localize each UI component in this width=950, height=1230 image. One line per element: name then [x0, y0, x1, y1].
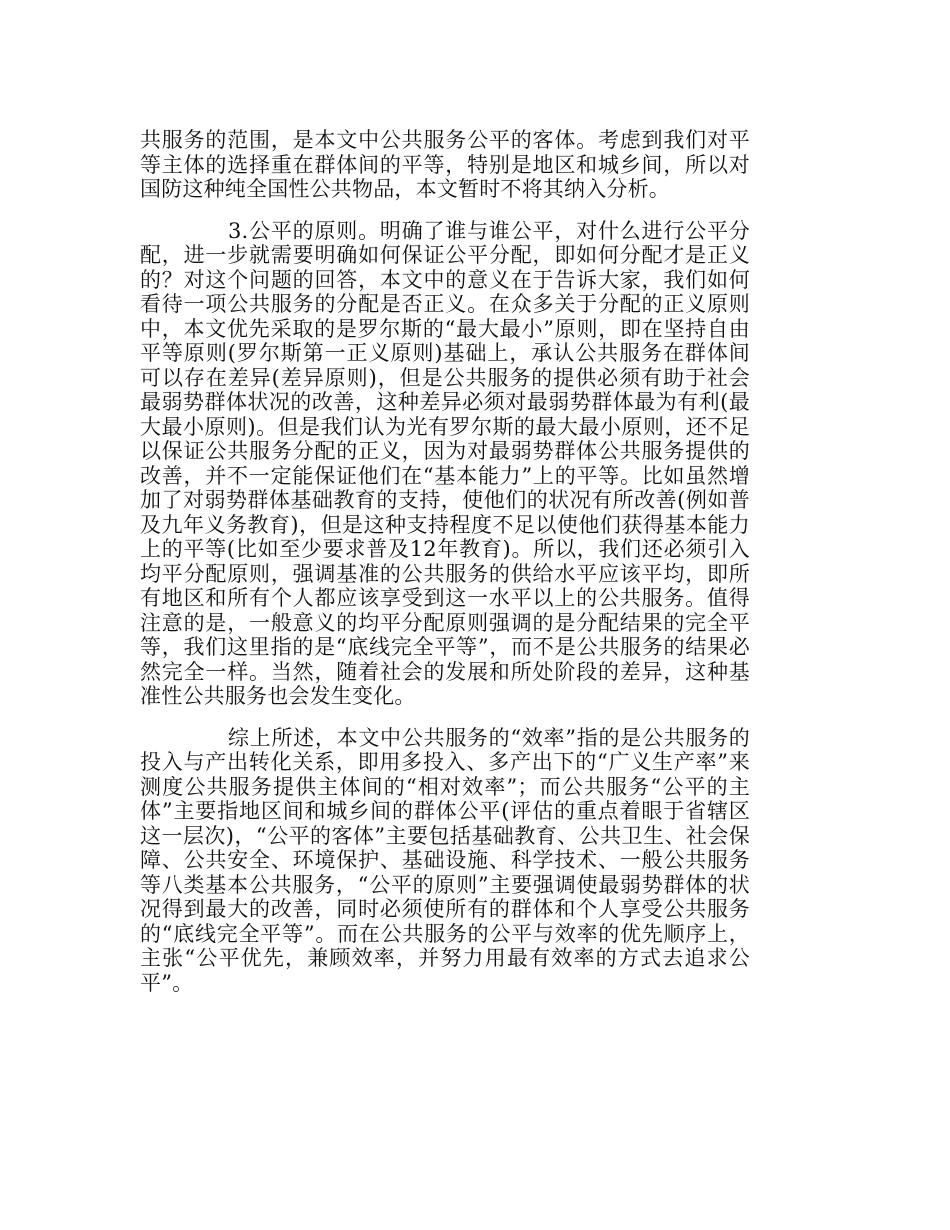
paragraph-continuation: 共服务的范围，是本文中公共服务公平的客体。考虑到我们对平等主体的选择重在群体间的平等，特别是地区和城乡间，所以对国防这种纯全国性公共物品，本文暂时不将其纳入分析。 [140, 128, 750, 201]
document-page [140, 128, 750, 1012]
paragraph-summary: 综上所述，本文中公共服务的“效率”指的是公共服务的投入与产出转化关系，即用多投入、多产出下的“广义生产率”来测度公共服务提供主体间的“相对效率”；而公共服务“公平的主体”主要指地区间和城乡间的群体公平(评估的重点着眼于省辖区这一层次)，“公平的客体”主要包括基础教育、公共卫生、社会保障、公共安全、环境保护、基础设施、科学技术、一般公共服务等八类基本公共服务，“公平的原则”主要强调使最弱势群体的状况得到最大的改善，同时必须使所有的群体和个人享受公共服务的“底线完全平等”。而在公共服务的公平与效率的优先顺序上，主张“公平优先，兼顾效率，并努力用最有效率的方式去追求公平”。 [140, 725, 750, 995]
paragraph-principle-of-fairness: 3.公平的原则。明确了谁与谁公平，对什么进行公平分配，进一步就需要明确如何保证公平分配，即如何分配才是正义的？对这个问题的回答，本文中的意义在于告诉大家，我们如何看待一项公共服务的分配是否正义。在众多关于分配的正义原则中，本文优先采取的是罗尔斯的“最大最小”原则，即在坚持自由平等原则(罗尔斯第一正义原则)基础上，承认公共服务在群体间可以存在差异(差异原则)，但是公共服务的提供必须有助于社会最弱势群体状况的改善，这种差异必须对最弱势群体最为有利(最大最小原则)。但是我们认为光有罗尔斯的最大最小原则，还不足以保证公共服务分配的正义，因为对最弱势群体公共服务提供的改善，并不一定能保证他们在“基本能力”上的平等。比如虽然增加了对弱势群体基础教育的支持，使他们的状况有所改善(例如普及九年义务教育)，但是这种支持程度不足以使他们获得基本能力上的平等(比如至少要求普及12年教育)。所以，我们还必须引入均平分配原则，强调基准的公共服务的供给水平应该平均，即所有地区和所有个人都应该享受到这一水平以上的公共服务。值得注意的是，一般意义的均平分配原则强调的是分配结果的完全平等，我们这里指的是“底线完全平等”，而不是公共服务的结果必然完全一样。当然，随着社会的发展和所处阶段的差异，这种基准性公共服务也会发生变化。 [140, 218, 750, 708]
